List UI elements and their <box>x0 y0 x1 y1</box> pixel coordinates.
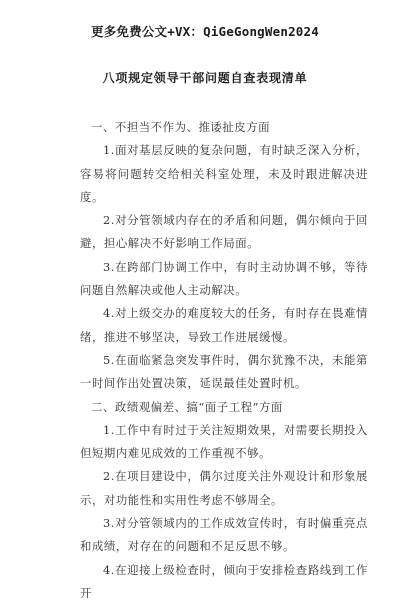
list-item: 1.面对基层反映的复杂问题，有时缺乏深入分析，容易将问题转交给相关科室处理，未及时跟进解决进度。 <box>80 143 368 204</box>
document-body <box>80 116 368 605</box>
list-item: 3.对分管领域内的工作成效宣传时，有时偏重亮点和成绩，对存在的问题和不足反思不够。 <box>80 516 368 554</box>
list-item: 4.在迎接上级检查时，倾向于安排检查路线到工作开 <box>80 562 368 600</box>
section-heading: 一、不担当不作为、推诿扯皮方面 <box>91 120 271 134</box>
list-item: 5.在面临紧急突发事件时，偶尔犹豫不决，未能第一时间作出处置决策，延误最佳处置时机。 <box>80 352 368 391</box>
list-item: 3.在跨部门协调工作中，有时主动协调不够，等待问题自然解决或他人主动解决。 <box>80 259 368 298</box>
list-item: 4.对上级交办的难度较大的任务，有时存在畏难情绪，推进不够坚决，导致工作进展缓慢。 <box>80 306 368 344</box>
list-item: 1.工作中有时过于关注短期效果，对需要长期投入但短期内难见成效的工作重视不够。 <box>80 422 368 461</box>
document-title: 八项规定领导干部问题自查表现清单 <box>102 71 308 85</box>
list-item: 2.对分管领域内存在的矛盾和问题，偶尔倾向于回避，担心解决不好影响工作局面。 <box>80 213 368 251</box>
promo-banner: 更多免费公文+VX：QiGeGongWen2024 <box>91 24 319 39</box>
section-heading: 二、政绩观偏差、搞“面子工程”方面 <box>91 399 283 414</box>
list-item: 2.在项目建设中，偶尔过度关注外观设计和形象展示，对功能性和实用性考虑不够周全。 <box>80 469 368 507</box>
